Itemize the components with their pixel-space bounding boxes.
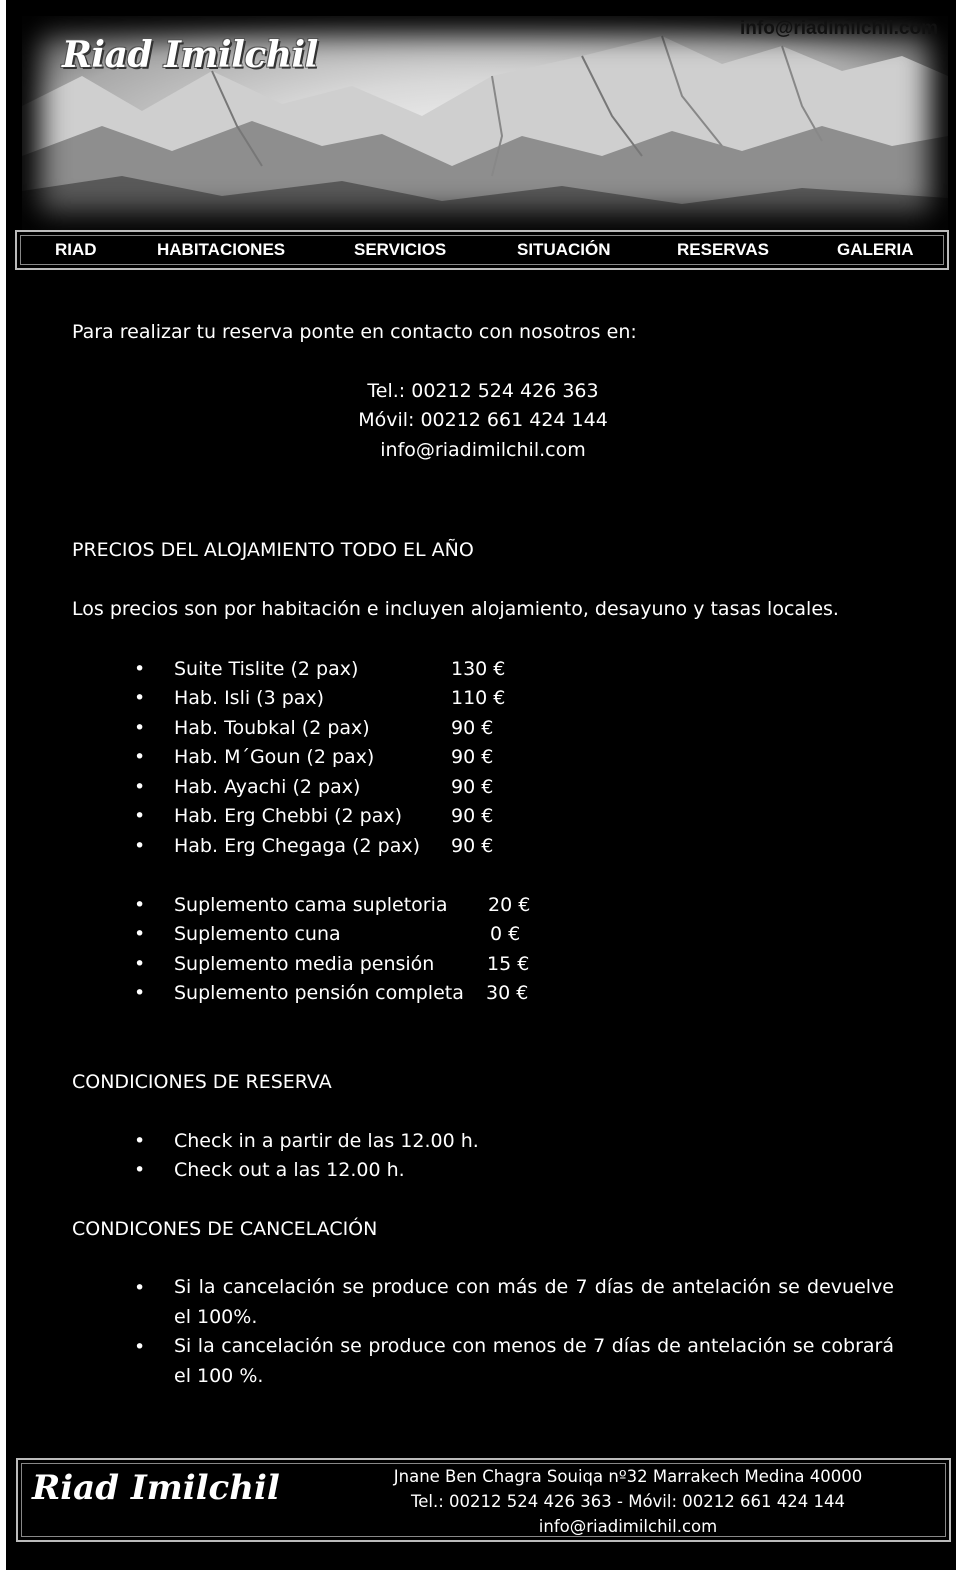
supplement-price: 30 € xyxy=(486,982,529,1004)
supplement-price: 15 € xyxy=(487,953,530,975)
list-item xyxy=(72,717,894,747)
supplement-name: Suplemento cuna xyxy=(174,923,341,945)
supplement-name: Suplemento cama supletoria xyxy=(174,894,448,916)
contact-tel: Tel.: 00212 524 426 363 xyxy=(367,380,599,402)
bullet-icon: • xyxy=(134,776,146,798)
contact-movil: Móvil: 00212 661 424 144 xyxy=(358,409,608,431)
bullet-icon: • xyxy=(134,923,146,945)
contact-email-link[interactable]: info@riadimilchil.com xyxy=(380,439,586,461)
supplement-name: Suplemento media pensión xyxy=(174,953,435,975)
bullet-icon: • xyxy=(134,1159,146,1181)
prices-heading: PRECIOS DEL ALOJAMIENTO TODO EL AÑO xyxy=(72,539,474,561)
bullet-icon: • xyxy=(134,894,146,916)
room-price: 90 € xyxy=(451,717,494,739)
reservation-item: Check in a partir de las 12.00 h. xyxy=(174,1130,479,1152)
bullet-icon: • xyxy=(134,805,146,827)
nav-item-servicios[interactable]: SERVICIOS xyxy=(354,240,447,259)
room-price: 90 € xyxy=(451,746,494,768)
list-item xyxy=(72,1130,894,1160)
room-name: Hab. Erg Chegaga (2 pax) xyxy=(174,835,420,857)
room-price: 90 € xyxy=(451,805,494,827)
nav-item-situacion[interactable]: SITUACIÓN xyxy=(517,240,611,259)
cancellation-item: Si la cancelación se produce con menos de 7 días de antelación se cobrará el 100 %. xyxy=(174,1335,894,1387)
list-item xyxy=(72,658,894,688)
nav-item-reservas[interactable]: RESERVAS xyxy=(677,240,769,259)
room-price: 110 € xyxy=(451,687,506,709)
bullet-icon: • xyxy=(134,953,146,975)
list-item xyxy=(72,1277,894,1337)
room-price: 90 € xyxy=(451,835,494,857)
nav-item-riad[interactable]: RIAD xyxy=(55,240,97,259)
list-item xyxy=(72,923,894,953)
nav-item-habitaciones[interactable]: HABITACIONES xyxy=(157,240,286,259)
footer-email-link[interactable]: info@riadimilchil.com xyxy=(538,1517,718,1536)
bullet-icon: • xyxy=(134,1130,146,1152)
list-item xyxy=(72,805,894,835)
list-item xyxy=(72,746,894,776)
main-nav xyxy=(15,230,949,270)
bullet-icon: • xyxy=(134,717,146,739)
list-item xyxy=(72,982,894,1012)
list-item xyxy=(72,1159,894,1189)
footer xyxy=(16,1458,951,1542)
footer-logo[interactable]: Riad Imilchil xyxy=(32,1468,280,1508)
footer-address: Jnane Ben Chagra Souiqa nº32 Marrakech Medina 40000 xyxy=(393,1467,863,1486)
room-name: Hab. M´Goun (2 pax) xyxy=(174,746,375,768)
cancellation-heading: CONDICONES DE CANCELACIÓN xyxy=(72,1218,378,1240)
contact-intro: Para realizar tu reserva ponte en contacto con nosotros en: xyxy=(72,321,637,343)
footer-contact xyxy=(358,1464,898,1539)
bullet-icon: • xyxy=(134,687,146,709)
prices-note: Los precios son por habitación e incluyen alojamiento, desayuno y tasas locales. xyxy=(72,598,839,620)
room-name: Hab. Ayachi (2 pax) xyxy=(174,776,361,798)
room-name: Hab. Erg Chebbi (2 pax) xyxy=(174,805,402,827)
footer-phones: Tel.: 00212 524 426 363 - Móvil: 00212 661 424 144 xyxy=(411,1492,845,1511)
nav-item-galeria[interactable]: GALERIA xyxy=(837,240,914,259)
list-item xyxy=(72,687,894,717)
cancellation-item: Si la cancelación se produce con más de 7 días de antelación se devuelve el 100%. xyxy=(174,1276,894,1328)
list-item xyxy=(72,1336,894,1396)
list-item xyxy=(72,894,894,924)
room-price: 90 € xyxy=(451,776,494,798)
bullet-icon: • xyxy=(134,835,146,857)
header-email-link[interactable]: info@riadimilchil.com xyxy=(740,18,938,39)
list-item xyxy=(72,953,894,983)
reservation-item: Check out a las 12.00 h. xyxy=(174,1159,405,1181)
bullet-icon: • xyxy=(134,1336,146,1358)
list-item xyxy=(72,835,894,865)
room-name: Suite Tislite (2 pax) xyxy=(174,658,359,680)
bullet-icon: • xyxy=(134,982,146,1004)
list-item xyxy=(72,776,894,806)
room-name: Hab. Isli (3 pax) xyxy=(174,687,325,709)
supplement-price: 0 € xyxy=(490,923,521,945)
bullet-icon: • xyxy=(134,746,146,768)
reservation-heading: CONDICIONES DE RESERVA xyxy=(72,1071,332,1093)
supplement-price: 20 € xyxy=(488,894,531,916)
supplement-name: Suplemento pensión completa xyxy=(174,982,464,1004)
room-price: 130 € xyxy=(451,658,506,680)
bullet-icon: • xyxy=(134,1277,146,1299)
bullet-icon: • xyxy=(134,658,146,680)
room-name: Hab. Toubkal (2 pax) xyxy=(174,717,370,739)
header-logo[interactable]: Riad Imilchil xyxy=(62,34,318,76)
